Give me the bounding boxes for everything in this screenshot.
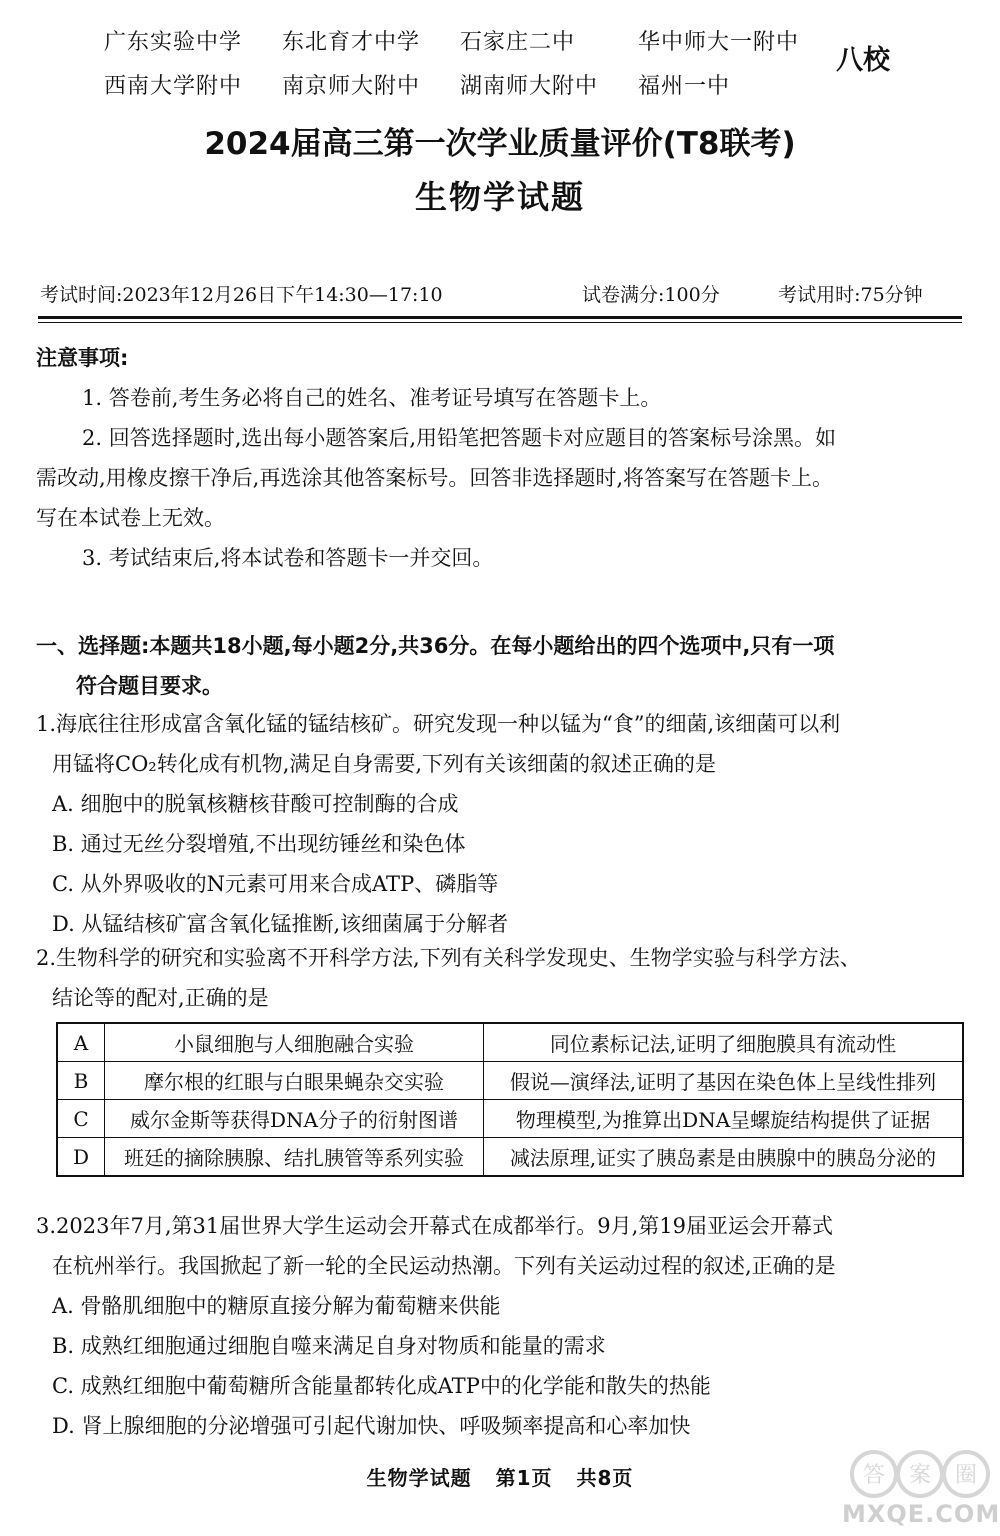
school-name: 福州一中 <box>638 73 731 99</box>
question-stem: 用锰将CO₂转化成有机物,满足自身需要,下列有关该细菌的叙述正确的是 <box>52 752 717 776</box>
school-name: 广东实验中学 <box>104 29 243 55</box>
question-3 <box>36 1206 966 1446</box>
section-instruction: 一、选择题:本题共18小题,每小题2分,共36分。在每小题给出的四个选项中,只有一项 <box>36 634 835 658</box>
option-b: B. 成熟红细胞通过细胞自噬来满足自身对物质和能量的需求 <box>52 1334 606 1358</box>
exam-duration: 考试用时:75分钟 <box>778 284 923 306</box>
question-2 <box>36 938 966 1018</box>
watermark-site: MXQE.COM <box>842 1500 1000 1528</box>
watermark-char: 圈 <box>954 1463 978 1488</box>
footer-subject: 生物学试题 <box>366 1466 472 1490</box>
experiment-cell: 摩尔根的红眼与白眼果蝇杂交实验 <box>105 1062 484 1100</box>
option-d: D. 肾上腺细胞的分泌增强可引起代谢加快、呼吸频率提高和心率加快 <box>52 1414 691 1438</box>
option-a: A. 骨骼肌细胞中的糖原直接分解为葡萄糖来供能 <box>52 1294 501 1318</box>
question-stem: 1.海底往往形成富含氧化锰的锰结核矿。研究发现一种以锰为“食”的细菌,该细菌可以利 <box>36 712 841 736</box>
row-letter: C <box>57 1100 105 1138</box>
option-a: A. 细胞中的脱氧核糖核苷酸可控制酶的合成 <box>52 792 459 816</box>
row-letter: D <box>57 1138 105 1177</box>
note-line: 写在本试卷上无效。 <box>36 506 225 530</box>
school-row-2 <box>104 62 824 106</box>
method-cell: 同位素标记法,证明了细胞膜具有流动性 <box>484 1023 964 1062</box>
watermark-char: 答 <box>862 1463 886 1488</box>
experiment-cell: 班廷的摘除胰腺、结扎胰管等系列实验 <box>105 1138 484 1177</box>
section-instruction: 符合题目要求。 <box>76 674 223 698</box>
footer-page: 第1页 <box>495 1466 553 1490</box>
row-letter: B <box>57 1062 105 1100</box>
school-list <box>104 18 824 106</box>
option-c: C. 成熟红细胞中葡萄糖所含能量都转化成ATP中的化学能和散失的热能 <box>52 1374 711 1398</box>
exam-title: 2024届高三第一次学业质量评价(T8联考) <box>204 126 796 162</box>
method-cell: 物理模型,为推算出DNA呈螺旋结构提供了证据 <box>484 1100 964 1138</box>
exam-time: 考试时间:2023年12月26日下午14:30—17:10 <box>40 284 443 306</box>
question-stem: 3.2023年7月,第31届世界大学生运动会开幕式在成都举行。9月,第19届亚运会开幕式 <box>36 1214 833 1238</box>
subject-title: 生物学试题 <box>414 178 585 216</box>
watermark-logo <box>842 1448 1000 1532</box>
school-name: 华中师大一附中 <box>638 29 800 55</box>
method-cell: 减法原理,证实了胰岛素是由胰腺中的胰岛分泌的 <box>484 1138 964 1177</box>
option-b: B. 通过无丝分裂增殖,不出现纺锤丝和染色体 <box>52 832 466 856</box>
table-row <box>57 1062 963 1100</box>
eight-schools-badge: 八校 <box>836 45 890 76</box>
exam-info <box>40 280 960 307</box>
footer-total: 共8页 <box>576 1466 634 1490</box>
school-name: 石家庄二中 <box>460 29 576 55</box>
note-line: 1. 答卷前,考生务必将自己的姓名、准考证号填写在答题卡上。 <box>82 386 662 410</box>
watermark-char: 案 <box>908 1463 932 1488</box>
option-d: D. 从锰结核矿富含氧化锰推断,该细菌属于分解者 <box>52 912 509 936</box>
table-row <box>57 1100 963 1138</box>
pairing-table <box>56 1022 964 1177</box>
table-row <box>57 1138 963 1177</box>
row-letter: A <box>57 1023 105 1062</box>
note-line: 2. 回答选择题时,选出每小题答案后,用铅笔把答题卡对应题目的答案标号涂黑。如 <box>82 426 837 450</box>
table-row <box>57 1023 963 1062</box>
school-name: 南京师大附中 <box>282 73 421 99</box>
note-line: 需改动,用橡皮擦干净后,再选涂其他答案标号。回答非选择题时,将答案写在答题卡上。 <box>36 466 834 490</box>
method-cell: 假说—演绎法,证明了基因在染色体上呈线性排列 <box>484 1062 964 1100</box>
option-c: C. 从外界吸收的N元素可用来合成ATP、磷脂等 <box>52 872 499 896</box>
notes-section <box>36 338 966 578</box>
school-name: 西南大学附中 <box>104 73 243 99</box>
school-name: 湖南师大附中 <box>460 73 599 99</box>
header-divider-thin <box>38 322 962 323</box>
school-name: 东北育才中学 <box>282 29 421 55</box>
full-score: 试卷满分:100分 <box>582 284 720 306</box>
header-divider-thick <box>38 316 962 319</box>
question-stem: 2.生物科学的研究和实验离不开科学方法,下列有关科学发现史、生物学实验与科学方法、 <box>36 946 861 970</box>
section-one-heading <box>36 626 966 706</box>
watermark-circles-icon <box>850 1448 990 1500</box>
experiment-cell: 小鼠细胞与人细胞融合实验 <box>105 1023 484 1062</box>
note-line: 3. 考试结束后,将本试卷和答题卡一并交回。 <box>82 546 494 570</box>
experiment-cell: 威尔金斯等获得DNA分子的衍射图谱 <box>105 1100 484 1138</box>
school-row-1 <box>104 18 824 62</box>
question-stem: 在杭州举行。我国掀起了新一轮的全民运动热潮。下列有关运动过程的叙述,正确的是 <box>52 1254 836 1278</box>
question-stem: 结论等的配对,正确的是 <box>52 986 269 1010</box>
notes-heading: 注意事项: <box>36 346 129 370</box>
question-1 <box>36 704 966 944</box>
